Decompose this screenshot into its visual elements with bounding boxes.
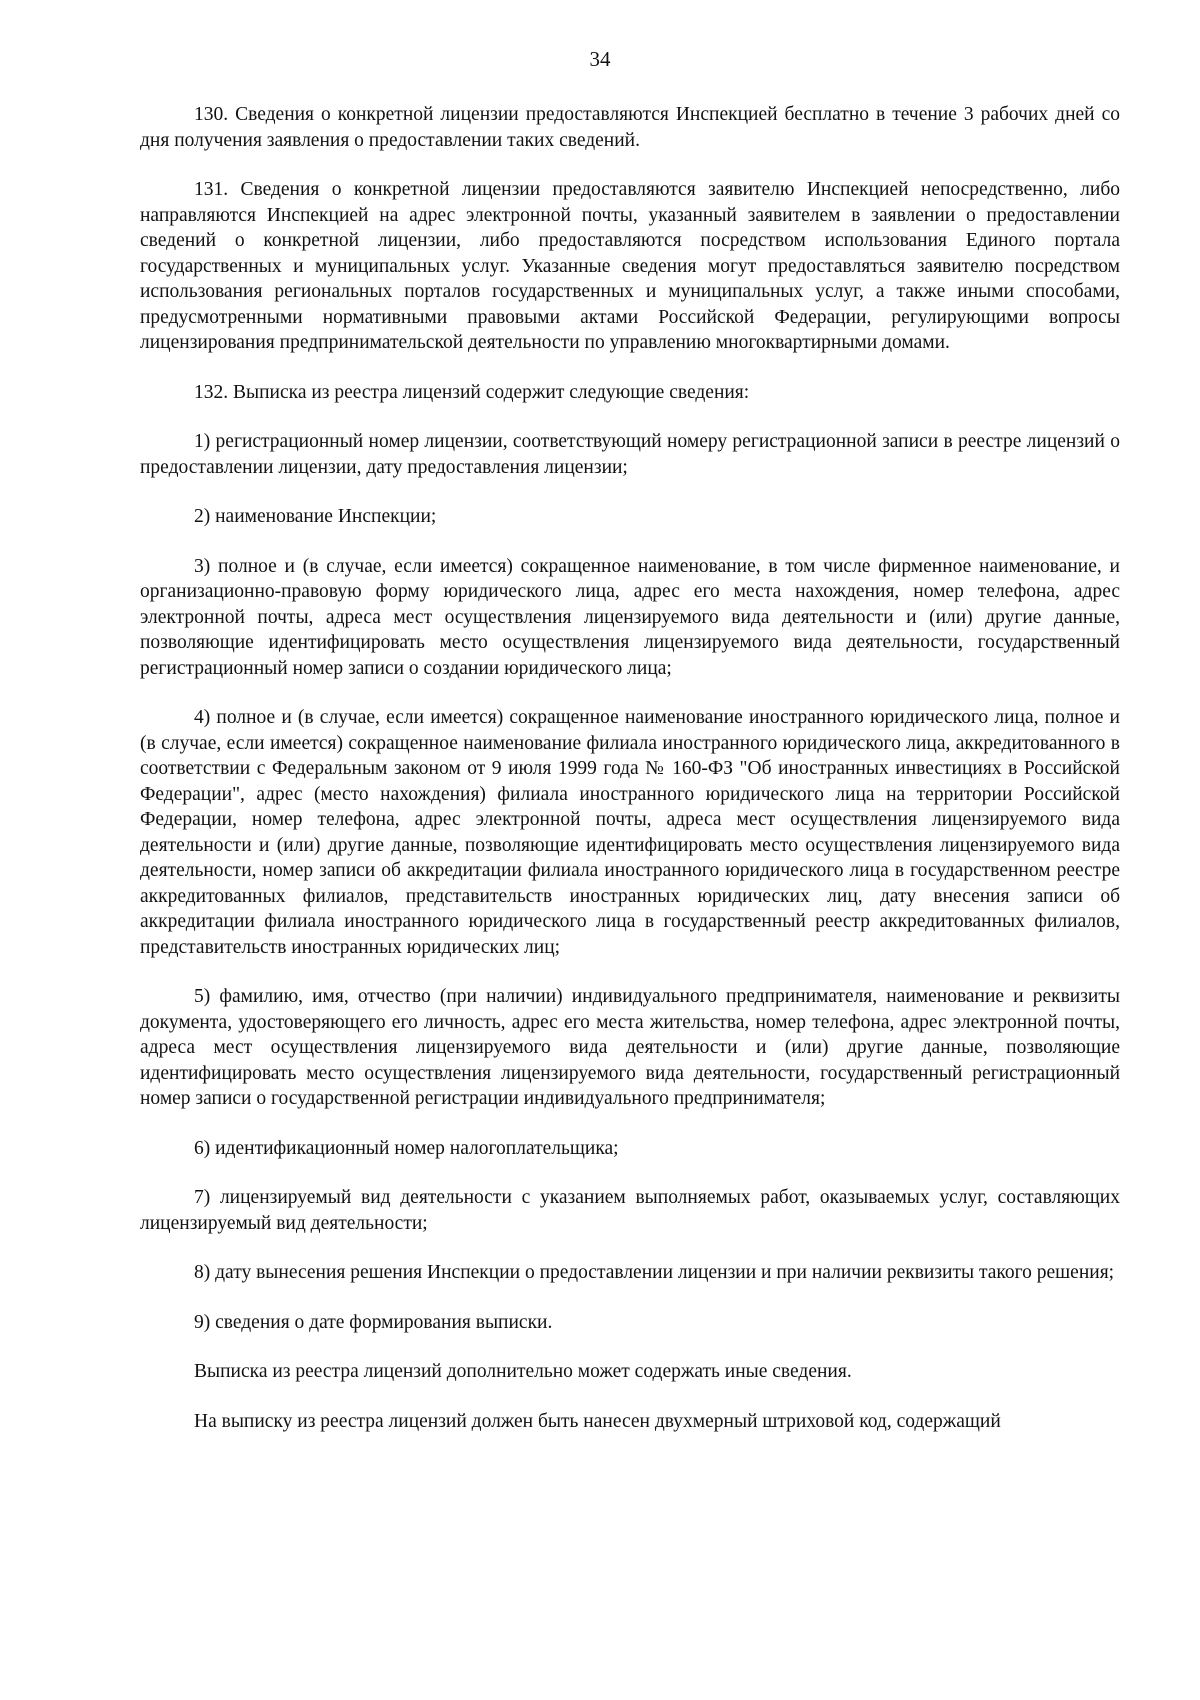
list-item-1: 1) регистрационный номер лицензии, соответствующий номеру регистрационной записи в реестре лицензий о предоставлении лицензии, дату предоставления лицензии; (140, 431, 1120, 478)
list-item-3: 3) полное и (в случае, если имеется) сокращенное наименование, в том числе фирменное наименование, и организационно-правовую форму юридического лица, адрес его места нахождения, номер телефона, адрес электронной почты, адреса мест осуществления лицензируемого вида деятельности и (или) другие данные, позволяющие идентифицировать место осуществления лицензируемого вида деятельности, государственный регистрационный номер записи о создании юридического лица; (140, 555, 1120, 679)
list-item-2: 2) наименование Инспекции; (194, 506, 437, 527)
additional-info-paragraph: Выписка из реестра лицензий дополнительно может содержать иные сведения. (194, 1361, 852, 1382)
paragraph-131: 131. Сведения о конкретной лицензии предоставляются заявителю Инспекцией непосредственно, либо направляются Инспекцией на адрес электронной почты, указанный заявителем в заявлении о предоставлении сведений о конкретной лицензии, либо предоставляются посредством использования Единого портала государственных и муниципальных услуг. Указанные сведения могут предоставляться заявителю посредством использования региональных порталов государственных и муниципальных услуг, а также иными способами, предусмотренными нормативными правовыми актами Российской Федерации, регулирующими вопросы лицензирования предпринимательской деятельности по управлению многоквартирными домами. (140, 179, 1120, 353)
list-item-4: 4) полное и (в случае, если имеется) сокращенное наименование иностранного юридического лица, полное и (в случае, если имеется) сокращенное наименование филиала иностранного юридического лица, аккредитованного в соответствии с Федеральным законом от 9 июля 1999 года № 160-ФЗ "Об иностранных инвестициях в Российской Федерации", адрес (место нахождения) филиала иностранного юридического лица на территории Российской Федерации, номер телефона, адрес электронной почты, адреса мест осуществления лицензируемого вида деятельности и (или) другие данные, позволяющие идентифицировать место осуществления лицензируемого вида деятельности, номер записи об аккредитации филиала иностранного юридического лица в государственном реестре аккредитованных филиалов, представительств иностранных юридических лиц, дату внесения записи об аккредитации филиала иностранного юридического лица в государственный реестр аккредитованных филиалов, представительств иностранных юридических лиц; (140, 707, 1120, 958)
list-item-6: 6) идентификационный номер налогоплательщика; (194, 1137, 619, 1159)
page-number: 34 (589, 47, 611, 71)
list-item-9: 9) сведения о дате формирования выписки. (194, 1311, 553, 1333)
list-item-8: 8) дату вынесения решения Инспекции о предоставлении лицензии и при наличии реквизиты такого решения; (194, 1262, 1115, 1283)
document-body (140, 102, 1120, 1434)
barcode-paragraph: На выписку из реестра лицензий должен быть нанесен двухмерный штриховой код, содержащий (194, 1410, 1001, 1432)
list-item-5: 5) фамилию, имя, отчество (при наличии) индивидуального предпринимателя, наименование и реквизиты документа, удостоверяющего его личность, адрес его места жительства, номер телефона, адрес электронной почты, адреса мест осуществления лицензируемого вида деятельности и (или) другие данные, позволяющие идентифицировать место осуществления лицензируемого вида деятельности, государственный регистрационный номер записи о государственной регистрации индивидуального предпринимателя; (140, 986, 1120, 1109)
list-item-7: 7) лицензируемый вид деятельности с указанием выполняемых работ, оказываемых услуг, составляющих лицензируемый вид деятельности; (140, 1187, 1120, 1234)
paragraph-130: 130. Сведения о конкретной лицензии предоставляются Инспекцией бесплатно в течение 3 рабочих дней со дня получения заявления о предоставлении таких сведений. (140, 104, 1120, 151)
paragraph-132: 132. Выписка из реестра лицензий содержит следующие сведения: (194, 381, 750, 403)
